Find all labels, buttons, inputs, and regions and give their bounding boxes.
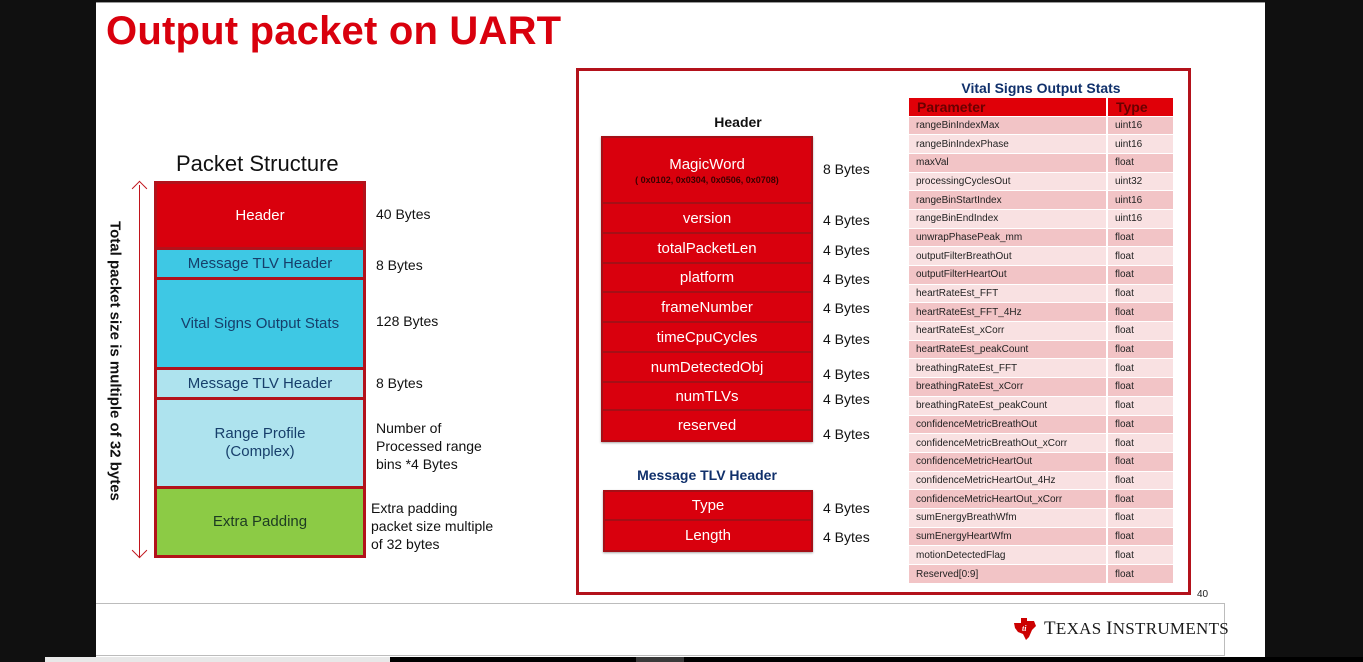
- parameter-cell: maxVal: [909, 153, 1107, 172]
- parameter-cell: rangeBinIndexMax: [909, 116, 1107, 135]
- parameter-cell: processingCyclesOut: [909, 172, 1107, 191]
- parameter-cell: heartRateEst_FFT: [909, 284, 1107, 303]
- type-cell: float: [1107, 490, 1173, 509]
- packet-structure-title: Packet Structure: [176, 151, 339, 176]
- parameter-cell: rangeBinIndexPhase: [909, 135, 1107, 154]
- parameter-cell: breathingRateEst_peakCount: [909, 396, 1107, 415]
- tlv-field-stack: [603, 490, 813, 552]
- table-row: [909, 490, 1173, 509]
- table-row: [909, 172, 1173, 191]
- block-range-profile: Range Profile (Complex): [157, 400, 363, 489]
- taskbar-strip-light: [45, 657, 390, 662]
- table-row: [909, 565, 1173, 584]
- parameter-cell: breathingRateEst_xCorr: [909, 378, 1107, 397]
- block-tlv-header-1: Message TLV Header: [157, 250, 363, 280]
- size-header: 40 Bytes: [376, 206, 431, 222]
- bytes-numdetectedobj: 4 Bytes: [823, 366, 870, 382]
- size-vital-signs: 128 Bytes: [376, 313, 439, 329]
- texas-instruments-wordmark: TEXAS INSTRUMENTS: [1044, 618, 1230, 639]
- header-detail-title: Header: [714, 114, 762, 130]
- type-cell: float: [1107, 396, 1173, 415]
- type-cell: float: [1107, 303, 1173, 322]
- size-arrow-line: [139, 185, 140, 557]
- table-row: [909, 471, 1173, 490]
- table-row: [909, 527, 1173, 546]
- type-cell: float: [1107, 247, 1173, 266]
- parameter-cell: sumEnergyBreathWfm: [909, 508, 1107, 527]
- parameter-cell: unwrapPhasePeak_mm: [909, 228, 1107, 247]
- type-cell: float: [1107, 153, 1173, 172]
- type-cell: float: [1107, 434, 1173, 453]
- table-row: [909, 359, 1173, 378]
- total-size-label: Total packet size is multiple of 32 bytes: [106, 221, 124, 501]
- svg-text:ti: ti: [1022, 624, 1027, 633]
- type-cell: float: [1107, 415, 1173, 434]
- detail-frame: [576, 68, 1191, 595]
- parameter-cell: confidenceMetricBreathOut: [909, 415, 1107, 434]
- table-row: [909, 452, 1173, 471]
- column-header-parameter: Parameter: [909, 98, 1107, 116]
- parameter-cell: confidenceMetricBreathOut_xCorr: [909, 434, 1107, 453]
- vital-signs-table-title: Vital Signs Output Stats: [961, 80, 1121, 96]
- block-header: Header: [157, 184, 363, 250]
- type-cell: float: [1107, 452, 1173, 471]
- field-numdetectedobj: numDetectedObj: [603, 353, 811, 383]
- table-row: [909, 135, 1173, 154]
- parameter-cell: confidenceMetricHeartOut: [909, 452, 1107, 471]
- parameter-cell: outputFilterHeartOut: [909, 266, 1107, 285]
- size-extra-padding: Extra padding packet size multiple of 32 bytes: [371, 500, 494, 552]
- table-row: [909, 116, 1173, 135]
- parameter-cell: breathingRateEst_FFT: [909, 359, 1107, 378]
- type-cell: float: [1107, 359, 1173, 378]
- slide: [96, 2, 1265, 657]
- vital-signs-table: [909, 98, 1173, 583]
- field-totalpacketlen: totalPacketLen: [603, 234, 811, 264]
- table-row: [909, 508, 1173, 527]
- arrow-down-icon: [132, 543, 148, 559]
- packet-structure-stack: [154, 181, 366, 558]
- bytes-version: 4 Bytes: [823, 212, 870, 228]
- size-tlv-header-1: 8 Bytes: [376, 257, 423, 273]
- parameter-cell: rangeBinStartIndex: [909, 191, 1107, 210]
- type-cell: float: [1107, 340, 1173, 359]
- parameter-cell: heartRateEst_peakCount: [909, 340, 1107, 359]
- field-type: Type: [605, 492, 811, 521]
- type-cell: uint16: [1107, 191, 1173, 210]
- parameter-cell: rangeBinEndIndex: [909, 209, 1107, 228]
- bytes-timecpucycles: 4 Bytes: [823, 331, 870, 347]
- parameter-cell: heartRateEst_FFT_4Hz: [909, 303, 1107, 322]
- page-number: 40: [1197, 589, 1209, 600]
- parameter-cell: Reserved[0:9]: [909, 565, 1107, 584]
- type-cell: float: [1107, 322, 1173, 341]
- table-row: [909, 434, 1173, 453]
- field-platform: platform: [603, 264, 811, 293]
- type-cell: float: [1107, 527, 1173, 546]
- texas-instruments-logo: [1012, 617, 1229, 641]
- texas-instruments-logo-icon: [1012, 617, 1038, 641]
- parameter-cell: confidenceMetricHeartOut_xCorr: [909, 490, 1107, 509]
- type-cell: float: [1107, 546, 1173, 565]
- footer-bottom-border: [96, 655, 1225, 656]
- footer-divider: [96, 603, 1225, 604]
- type-cell: uint32: [1107, 172, 1173, 191]
- table-row: [909, 546, 1173, 565]
- table-row: [909, 378, 1173, 397]
- type-cell: float: [1107, 565, 1173, 584]
- bytes-totalpacketlen: 4 Bytes: [823, 242, 870, 258]
- tlv-header-title: Message TLV Header: [637, 467, 777, 483]
- table-row: [909, 284, 1173, 303]
- slide-title: Output packet on UART: [106, 9, 562, 53]
- type-cell: float: [1107, 266, 1173, 285]
- field-length: Length: [685, 527, 731, 544]
- size-tlv-header-2: 8 Bytes: [376, 375, 423, 391]
- table-row: [909, 415, 1173, 434]
- type-cell: float: [1107, 508, 1173, 527]
- size-range-profile: Number of Processed range bins *4 Bytes: [376, 420, 482, 472]
- type-cell: float: [1107, 378, 1173, 397]
- header-field-stack: [601, 136, 813, 442]
- type-cell: uint16: [1107, 116, 1173, 135]
- type-cell: float: [1107, 228, 1173, 247]
- bytes-magicword: 8 Bytes: [823, 161, 870, 177]
- field-numtlvs: numTLVs: [603, 383, 811, 411]
- field-version: version: [603, 204, 811, 234]
- table-row: [909, 340, 1173, 359]
- table-row: [909, 303, 1173, 322]
- taskbar-strip-dark: [390, 657, 1363, 662]
- field-timecpucycles: timeCpuCycles: [603, 323, 811, 353]
- table-row: [909, 266, 1173, 285]
- table-row: [909, 153, 1173, 172]
- field-reserved: reserved: [677, 417, 737, 434]
- table-row: [909, 191, 1173, 210]
- table-row: [909, 228, 1173, 247]
- bytes-type: 4 Bytes: [823, 500, 870, 516]
- table-row: [909, 322, 1173, 341]
- type-cell: uint16: [1107, 135, 1173, 154]
- table-row: [909, 396, 1173, 415]
- bytes-numtlvs: 4 Bytes: [823, 391, 870, 407]
- parameter-cell: heartRateEst_xCorr: [909, 322, 1107, 341]
- table-header-row: [909, 98, 1173, 116]
- block-vital-signs: Vital Signs Output Stats: [157, 280, 363, 370]
- table-row: [909, 209, 1173, 228]
- field-magicword: MagicWord ( 0x0102, 0x0304, 0x0506, 0x0708): [603, 138, 811, 204]
- type-cell: float: [1107, 471, 1173, 490]
- parameter-cell: sumEnergyHeartWfm: [909, 527, 1107, 546]
- table-row: [909, 247, 1173, 266]
- taskbar-strip-indicator: [636, 657, 684, 662]
- bytes-length: 4 Bytes: [823, 529, 870, 545]
- block-extra-padding: Extra Padding: [157, 489, 363, 555]
- field-framenumber: frameNumber: [603, 293, 811, 323]
- parameter-cell: motionDetectedFlag: [909, 546, 1107, 565]
- bytes-platform: 4 Bytes: [823, 271, 870, 287]
- arrow-up-icon: [132, 181, 148, 197]
- type-cell: uint16: [1107, 209, 1173, 228]
- block-tlv-header-2: Message TLV Header: [157, 370, 363, 400]
- parameter-cell: outputFilterBreathOut: [909, 247, 1107, 266]
- bytes-reserved: 4 Bytes: [823, 426, 870, 442]
- bytes-framenumber: 4 Bytes: [823, 300, 870, 316]
- column-header-type: Type: [1107, 98, 1173, 116]
- type-cell: float: [1107, 284, 1173, 303]
- parameter-cell: confidenceMetricHeartOut_4Hz: [909, 471, 1107, 490]
